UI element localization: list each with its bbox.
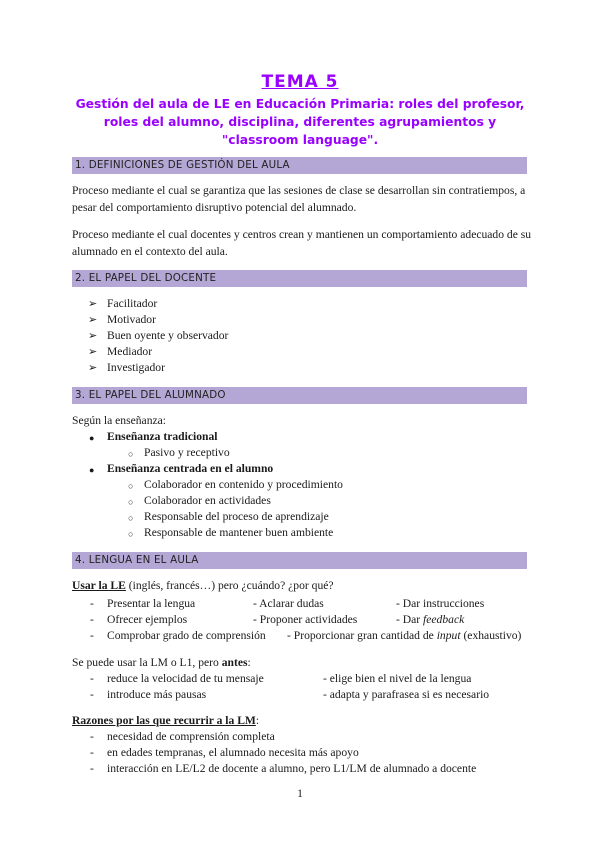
dash-bullet: - xyxy=(90,629,94,642)
use-le-label: Usar la LE xyxy=(72,579,126,592)
teacher-role-item: Facilitador xyxy=(107,297,158,310)
arrow-bullet-icon: ➢ xyxy=(88,362,98,374)
le-use-item: Comprobar grado de comprensión xyxy=(107,629,266,642)
page-title: TEMA 5 xyxy=(261,72,339,92)
dash-bullet: - xyxy=(90,730,94,743)
lm-tip-item: introduce más pausas xyxy=(107,688,207,701)
hollow-bullet-icon: ○ xyxy=(128,449,134,459)
lm-usage-text: Se puede usar la LM o L1, pero xyxy=(72,656,222,669)
teaching-intro: Según la enseñanza: xyxy=(72,414,167,427)
teacher-role-item: Motivador xyxy=(107,313,156,326)
hollow-bullet-icon: ○ xyxy=(128,513,134,523)
le-use-item: - Dar instrucciones xyxy=(396,597,485,610)
section-heading-1: 1. DEFINICIONES DE GESTIÓN DEL AULA xyxy=(72,157,527,174)
le-use-item-feedback xyxy=(396,612,464,628)
reason-item: interacción en LE/L2 de docente a alumno, pero L1/LM de alumnado a docente xyxy=(107,762,477,775)
hollow-bullet-icon: ○ xyxy=(128,481,134,491)
dash-bullet: - xyxy=(90,597,94,610)
hollow-bullet-icon: ○ xyxy=(128,497,134,507)
filled-bullet-icon: ● xyxy=(89,433,95,443)
dash-bullet: - xyxy=(90,688,94,701)
feedback-term: feedback xyxy=(423,613,465,626)
teacher-role-item: Buen oyente y observador xyxy=(107,329,229,342)
reason-item: necesidad de comprensión completa xyxy=(107,730,275,743)
le-use-item: Presentar la lengua xyxy=(107,597,196,610)
le-use-item: - Aclarar dudas xyxy=(253,597,324,610)
arrow-bullet-icon: ➢ xyxy=(88,346,98,358)
lm-tip-item: - adapta y parafrasea si es necesario xyxy=(323,688,490,701)
student-role-item: Responsable del proceso de aprendizaje xyxy=(144,510,329,523)
definition-paragraph-2: Proceso mediante el cual docentes y centros crean y mantienen un comportamiento adecuado de su alumnado en el contexto del aula. xyxy=(72,228,532,258)
lm-usage-emphasis: antes xyxy=(221,656,248,669)
page-number: 1 xyxy=(297,787,303,800)
arrow-bullet-icon: ➢ xyxy=(88,298,98,310)
section-heading-4: 4. LENGUA EN EL AULA xyxy=(72,552,527,569)
use-le-question-text: (inglés, francés…) pero ¿cuándo? ¿por qué? xyxy=(125,579,334,592)
section-heading-2: 2. EL PAPEL DEL DOCENTE xyxy=(72,270,527,287)
page-subtitle: Gestión del aula de LE en Educación Primaria: roles del profesor, roles del alumno, disciplina, diferentes agrupamientos y "classroom language". xyxy=(75,97,525,147)
student-role-item: Pasivo y receptivo xyxy=(144,446,230,459)
lm-usage-sentence xyxy=(72,655,251,671)
student-centered-teaching-label: Enseñanza centrada en el alumno xyxy=(107,462,274,475)
le-use-item-input xyxy=(287,628,521,644)
filled-bullet-icon: ● xyxy=(89,465,95,475)
lm-tip-item: - elige bien el nivel de la lengua xyxy=(323,672,472,685)
traditional-teaching-label: Enseñanza tradicional xyxy=(107,430,218,443)
arrow-bullet-icon: ➢ xyxy=(88,314,98,326)
student-role-item: Responsable de mantener buen ambiente xyxy=(144,526,334,539)
section-heading-3: 3. EL PAPEL DEL ALUMNADO xyxy=(72,387,527,404)
lm-tip-item: reduce la velocidad de tu mensaje xyxy=(107,672,264,685)
reason-item: en edades tempranas, el alumnado necesita más apoyo xyxy=(107,746,359,759)
reasons-colon: : xyxy=(255,714,260,727)
dash-bullet: - xyxy=(90,613,94,626)
le-use-item-suffix: (exhaustivo) xyxy=(460,629,522,642)
teacher-role-item: Investigador xyxy=(107,361,165,374)
input-term: input xyxy=(436,629,461,642)
hollow-bullet-icon: ○ xyxy=(128,529,134,539)
dash-bullet: - xyxy=(90,746,94,759)
teacher-role-item: Mediador xyxy=(107,345,153,358)
use-le-question xyxy=(72,578,334,594)
arrow-bullet-icon: ➢ xyxy=(88,330,98,342)
lm-usage-colon: : xyxy=(247,656,251,669)
le-use-item: - Proponer actividades xyxy=(253,613,358,626)
le-use-item-text: - Dar xyxy=(396,613,424,626)
student-role-item: Colaborador en contenido y procedimiento xyxy=(144,478,343,491)
definition-paragraph-1: Proceso mediante el cual se garantiza que las sesiones de clase se desarrollan sin contratiempos, a pesar del comportamiento disruptivo potencial del alumnado. xyxy=(72,184,526,214)
le-use-item-text: - Proporcionar gran cantidad de xyxy=(287,629,437,642)
student-role-item: Colaborador en actividades xyxy=(144,494,271,507)
reasons-heading xyxy=(72,713,259,729)
reasons-label: Razones por las que recurrir a la LM xyxy=(72,714,256,727)
dash-bullet: - xyxy=(90,762,94,775)
le-use-item: Ofrecer ejemplos xyxy=(107,613,188,626)
dash-bullet: - xyxy=(90,672,94,685)
